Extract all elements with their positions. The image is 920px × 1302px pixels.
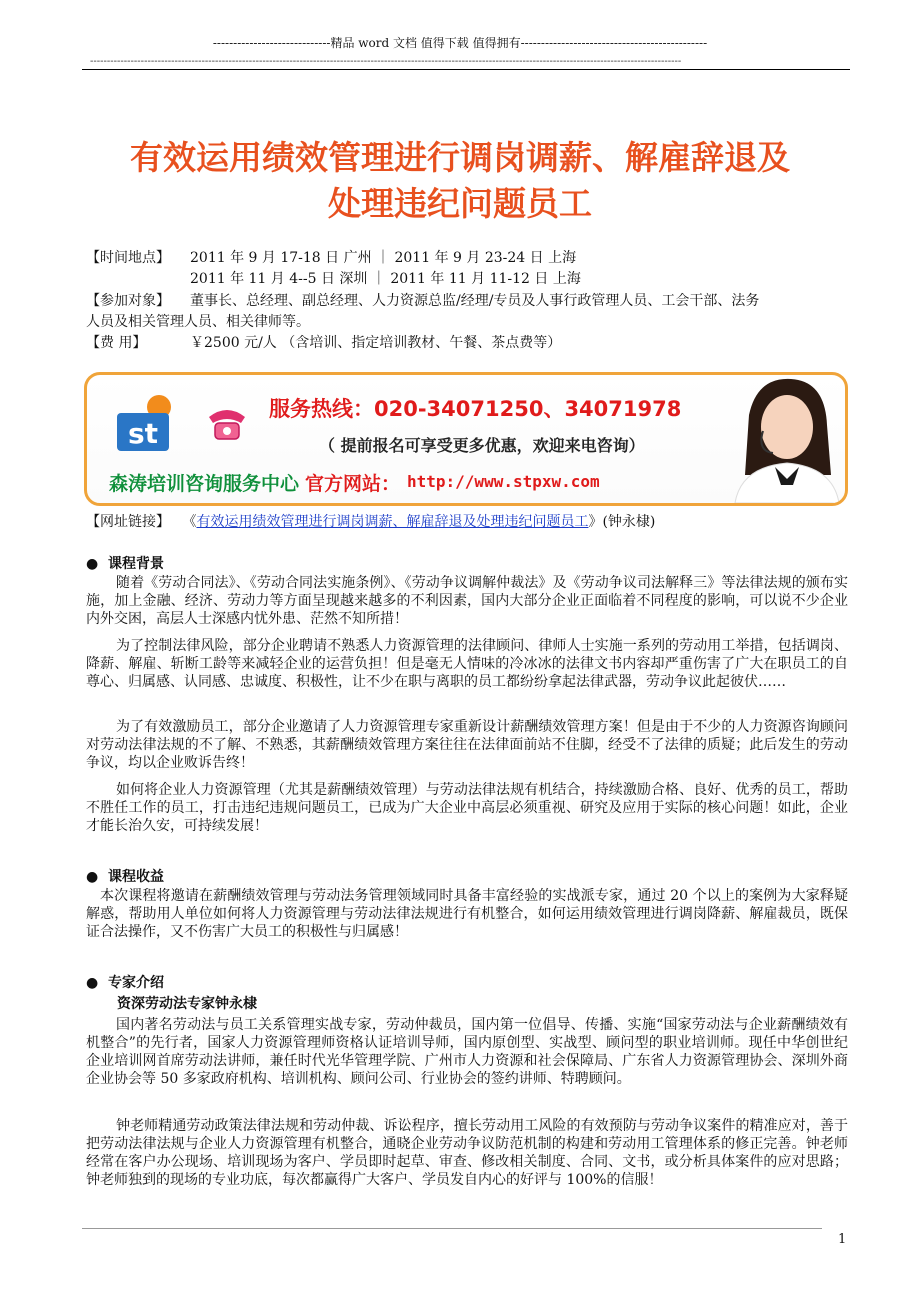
phone-icon bbox=[205, 403, 249, 447]
time-label: 【时间地点】 bbox=[86, 250, 170, 266]
section-expert-heading: ● 专家介绍 bbox=[86, 975, 164, 991]
background-paragraph-2: 为了控制法律风险，部分企业聘请不熟悉人力资源管理的法律顾问、律师人士实施一系列的劳动用工举措，包括调岗、降薪、解雇、斩断工龄等来减轻企业的运营负担！但是毫无人情味的冷冰冰的法律文书内容却严重伤害了广大在职员工的自尊心、归属感、认同感、忠诚度、积极性，让不少在职与离职的员工都纷纷拿起法律武器，劳动争议此起彼伏…… bbox=[86, 638, 848, 690]
banner-note: （ 提前报名可享受更多优惠，欢迎来电咨询） bbox=[319, 436, 645, 455]
fee-label: 【费 用】 bbox=[86, 335, 147, 351]
section-background-title: 课程背景 bbox=[107, 556, 164, 572]
header-rule bbox=[82, 69, 850, 70]
course-link[interactable]: 有效运用绩效管理进行调岗调薪、解雇辞退及处理违纪问题员工 bbox=[196, 514, 589, 530]
background-paragraph-3: 为了有效激励员工，部分企业邀请了人力资源管理专家重新设计薪酬绩效管理方案！但是由于不少的人力资源咨询顾问对劳动法律法规的不了解、不熟悉，其薪酬绩效管理方案往往在法律面前站不住脚，经受不了法律的质疑；此后发生的劳动争议，均以企业败诉告终！ bbox=[86, 719, 848, 771]
site-label: 官方网站： bbox=[305, 473, 401, 495]
time-line-2: 2011 年 11 月 4--5 日 深圳 ｜ 2011 年 11 月 11-12 日 上海 bbox=[190, 271, 581, 287]
page-number: 1 bbox=[838, 1232, 847, 1247]
link-open: 《 bbox=[182, 514, 197, 530]
fee-text: ￥2500 元/人 （含培训、指定培训教材、午餐、茶点费等） bbox=[190, 335, 562, 351]
training-center-name: 森涛培训咨询服务中心 bbox=[109, 473, 300, 495]
expert-paragraph-2: 钟老师精通劳动政策法律法规和劳动仲裁、诉讼程序，擅长劳动用工风险的有效预防与劳动争议案件的精准应对，善于把劳动法律法规与企业人力资源管理有机整合，通晓企业劳动争议防范机制的构建和劳动用工管理体系的修正完善。钟老师经常在客户办公现场、培训现场为客户、学员即时起草、审查、修改相关制度、合同、文书，或分析具体案件的应对思路；钟老师独到的现场的专业功底，每次都赢得广大客户、学员发自内心的好评与 100%的信服！ bbox=[86, 1118, 848, 1188]
benefit-paragraph: 本次课程将邀请在薪酬绩效管理与劳动法务管理领域同时具备丰富经验的实战派专家，通过 20 个以上的案例为大家释疑解惑，帮助用人单位如何将人力资源管理与劳动法律法规进行有机整合，如何运用绩效管理进行调岗降薪、解雇裁员，既保证合法操作，又不伤害广大员工的积极性与归属感！ bbox=[86, 888, 848, 940]
audience-label: 【参加对象】 bbox=[86, 293, 170, 309]
section-benefit-heading: ● 课程收益 bbox=[86, 869, 164, 885]
company-logo bbox=[113, 393, 181, 455]
section-benefit-title: 课程收益 bbox=[107, 869, 164, 885]
expert-name: 资深劳动法专家钟永棣 bbox=[117, 996, 257, 1012]
link-close: 》(钟永棣) bbox=[588, 514, 656, 530]
footer-rule bbox=[82, 1228, 822, 1229]
audience-line-2: 人员及相关管理人员、相关律师等。 bbox=[86, 314, 310, 330]
audience-line-1: 董事长、总经理、副总经理、人力资源总监/经理/专员及人事行政管理人员、工会干部、法务 bbox=[190, 293, 760, 309]
service-hotline: 服务热线：020-34071250、34071978 bbox=[269, 397, 682, 421]
background-paragraph-1: 随着《劳动合同法》、《劳动合同法实施条例》、《劳动争议调解仲裁法》及《劳动争议司法解释三》等法律法规的颁布实施，加上金融、经济、劳动力等方面呈现越来越多的不利因素，国内大部分企业正面临着不同程度的影响，可以说不少企业内外交困，高层人士深感内忧外患、茫然不知所措！ bbox=[86, 575, 848, 627]
section-expert-title: 专家介绍 bbox=[107, 975, 164, 991]
page-title-line1: 有效运用绩效管理进行调岗调薪、解雇辞退及 bbox=[130, 138, 790, 177]
time-line-1: 2011 年 9 月 17-18 日 广州 ｜ 2011 年 9 月 23-24 日 上海 bbox=[190, 250, 577, 266]
customer-service-photo bbox=[727, 375, 845, 503]
background-paragraph-4: 如何将企业人力资源管理（尤其是薪酬绩效管理）与劳动法律法规有机结合，持续激励合格、良好、优秀的员工，帮助不胜任工作的员工，打击违纪违规问题员工，已成为广大企业中高层必须重视、研究及应用于实际的核心问题！如此，企业才能长治久安，可持续发展！ bbox=[86, 782, 848, 834]
page-title-line2: 处理违纪问题员工 bbox=[328, 184, 592, 223]
section-background-heading: ● 课程背景 bbox=[86, 556, 164, 572]
official-site-url[interactable]: http://www.stpxw.com bbox=[407, 472, 600, 491]
header-dashes: ------------------------------------------------------------------------------------------------------------------------------------------------------------------------------- bbox=[90, 56, 682, 67]
expert-paragraph-1: 国内著名劳动法与员工关系管理实战专家，劳动仲裁员，国内第一位倡导、传播、实施“国家劳动法与企业薪酬绩效有机整合”的先行者，国家人力资源管理师资格认证培训导师，国内原创型、实战型、顾问型的职业培训师。现任中华创世纪企业培训网首席劳动法讲师，兼任时代光华管理学院、广州市人力资源和社会保障局、广东省人力资源管理协会、深圳外商企业协会等 50 多家政府机构、培训机构、顾问公司、行业协会的签约讲师、特聘顾问。 bbox=[86, 1017, 848, 1087]
header-text: -----------------------------精品 word 文档 值得下载 值得拥有---------------------------------------------- bbox=[212, 36, 708, 50]
link-label: 【网址链接】 bbox=[86, 514, 170, 530]
service-banner[interactable] bbox=[84, 372, 848, 506]
logo-text: st bbox=[127, 417, 159, 450]
link-line bbox=[86, 513, 655, 531]
